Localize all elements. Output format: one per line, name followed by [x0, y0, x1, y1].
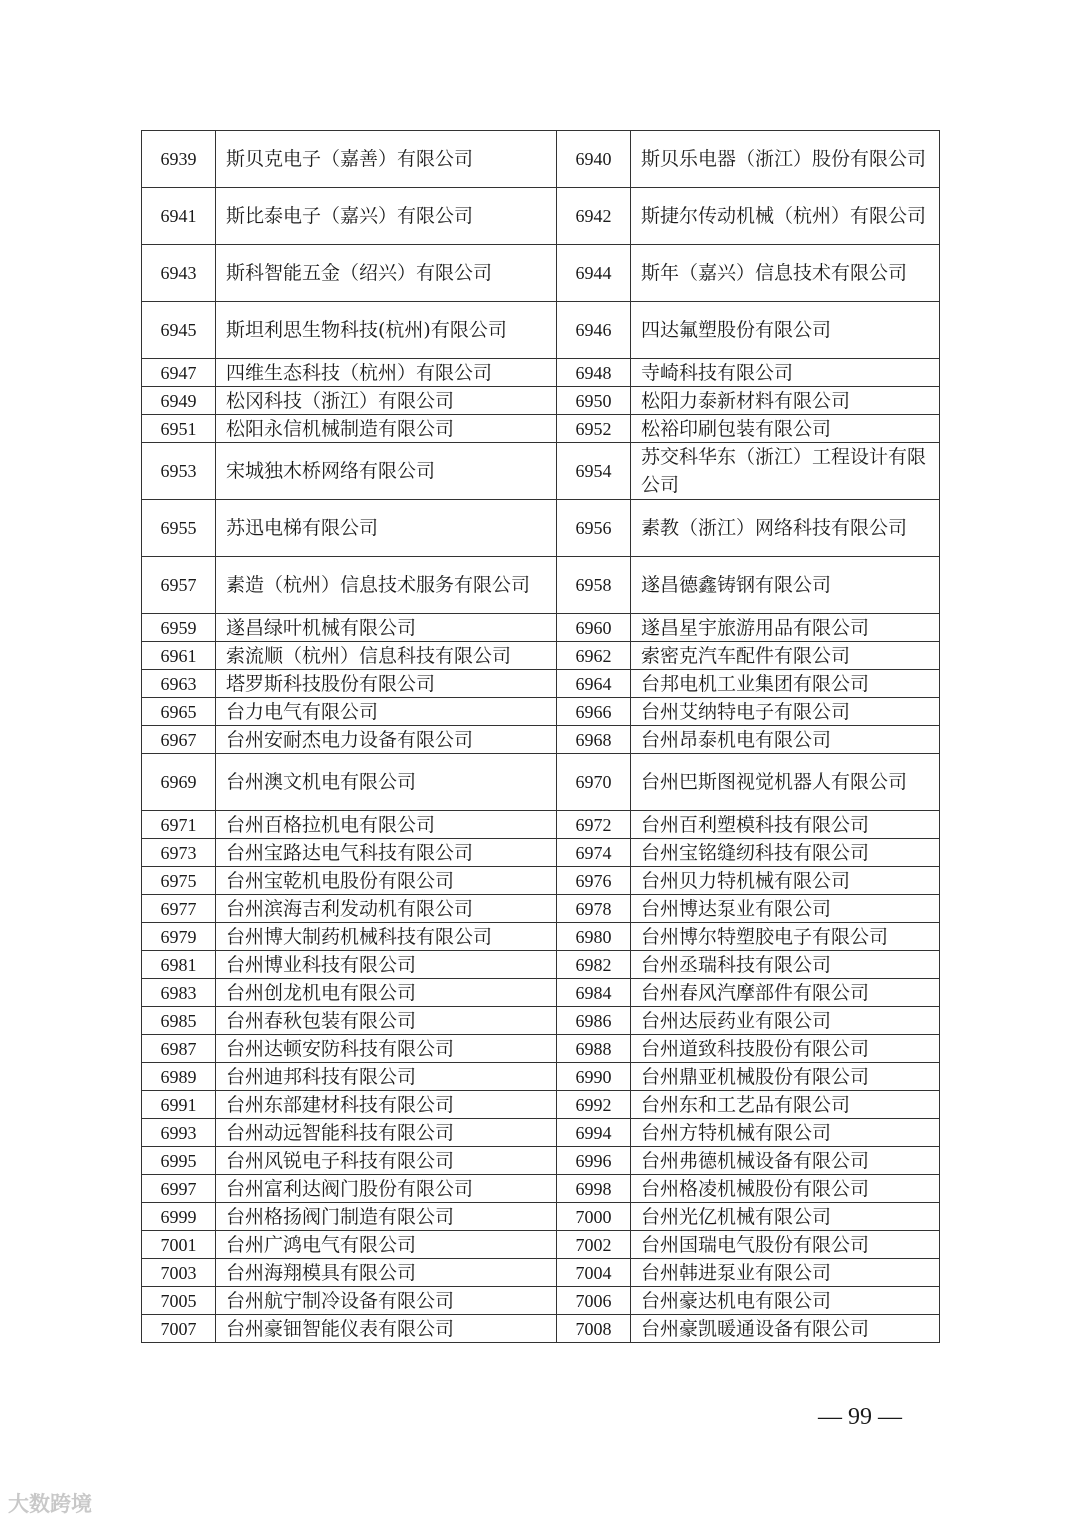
table-row [142, 1147, 940, 1175]
left-number-cell: 6953 [142, 443, 216, 500]
left-company-cell: 素造（杭州）信息技术服务有限公司 [216, 557, 557, 614]
table-row [142, 1175, 940, 1203]
left-number-cell: 6939 [142, 131, 216, 188]
left-company-cell: 台州格扬阀门制造有限公司 [216, 1203, 557, 1231]
left-number-cell: 7005 [142, 1287, 216, 1315]
right-company-cell: 松裕印刷包装有限公司 [631, 415, 940, 443]
right-company-cell: 四达氟塑股份有限公司 [631, 302, 940, 359]
table-body [142, 131, 940, 1343]
table-row [142, 359, 940, 387]
left-number-cell: 6951 [142, 415, 216, 443]
table-row [142, 1231, 940, 1259]
left-number-cell: 6963 [142, 670, 216, 698]
table-row [142, 1287, 940, 1315]
left-company-cell: 台州百格拉机电有限公司 [216, 811, 557, 839]
table-row [142, 557, 940, 614]
table-row [142, 387, 940, 415]
right-number-cell: 7000 [557, 1203, 631, 1231]
left-company-cell: 台州广鸿电气有限公司 [216, 1231, 557, 1259]
left-number-cell: 6945 [142, 302, 216, 359]
table-row [142, 839, 940, 867]
left-company-cell: 台州迪邦科技有限公司 [216, 1063, 557, 1091]
left-number-cell: 6979 [142, 923, 216, 951]
left-number-cell: 6949 [142, 387, 216, 415]
left-number-cell: 6967 [142, 726, 216, 754]
left-company-cell: 台州创龙机电有限公司 [216, 979, 557, 1007]
right-company-cell: 台州格凌机械股份有限公司 [631, 1175, 940, 1203]
table-row [142, 867, 940, 895]
right-number-cell: 6968 [557, 726, 631, 754]
left-company-cell: 四维生态科技（杭州）有限公司 [216, 359, 557, 387]
left-company-cell: 台州春秋包装有限公司 [216, 1007, 557, 1035]
right-number-cell: 6986 [557, 1007, 631, 1035]
table-row [142, 951, 940, 979]
left-company-cell: 台州澳文机电有限公司 [216, 754, 557, 811]
right-company-cell: 台州巴斯图视觉机器人有限公司 [631, 754, 940, 811]
table-row [142, 1063, 940, 1091]
left-company-cell: 台州动远智能科技有限公司 [216, 1119, 557, 1147]
right-company-cell: 苏交科华东（浙江）工程设计有限公司 [631, 443, 940, 500]
left-number-cell: 6959 [142, 614, 216, 642]
right-company-cell: 台州鼎亚机械股份有限公司 [631, 1063, 940, 1091]
table-row [142, 1259, 940, 1287]
right-company-cell: 台州达辰药业有限公司 [631, 1007, 940, 1035]
company-list-table [141, 130, 940, 1343]
left-company-cell: 索流顺（杭州）信息科技有限公司 [216, 642, 557, 670]
left-number-cell: 7007 [142, 1315, 216, 1343]
left-company-cell: 台州博大制药机械科技有限公司 [216, 923, 557, 951]
left-number-cell: 6997 [142, 1175, 216, 1203]
table-row [142, 895, 940, 923]
right-number-cell: 6996 [557, 1147, 631, 1175]
right-number-cell: 6990 [557, 1063, 631, 1091]
left-number-cell: 6965 [142, 698, 216, 726]
left-number-cell: 6983 [142, 979, 216, 1007]
left-number-cell: 6971 [142, 811, 216, 839]
right-company-cell: 台邦电机工业集团有限公司 [631, 670, 940, 698]
right-company-cell: 台州昂泰机电有限公司 [631, 726, 940, 754]
right-company-cell: 台州弗德机械设备有限公司 [631, 1147, 940, 1175]
left-number-cell: 6947 [142, 359, 216, 387]
right-number-cell: 7008 [557, 1315, 631, 1343]
right-company-cell: 遂昌星宇旅游用品有限公司 [631, 614, 940, 642]
right-company-cell: 素教（浙江）网络科技有限公司 [631, 500, 940, 557]
left-company-cell: 台州达顿安防科技有限公司 [216, 1035, 557, 1063]
left-number-cell: 6981 [142, 951, 216, 979]
left-number-cell: 7003 [142, 1259, 216, 1287]
left-company-cell: 台州东部建材科技有限公司 [216, 1091, 557, 1119]
table-row [142, 188, 940, 245]
right-company-cell: 松阳力泰新材料有限公司 [631, 387, 940, 415]
right-company-cell: 台州东和工艺品有限公司 [631, 1091, 940, 1119]
table-row [142, 1007, 940, 1035]
right-number-cell: 7004 [557, 1259, 631, 1287]
table-row [142, 698, 940, 726]
right-number-cell: 6972 [557, 811, 631, 839]
table-row [142, 415, 940, 443]
right-company-cell: 台州博达泵业有限公司 [631, 895, 940, 923]
right-company-cell: 台州方特机械有限公司 [631, 1119, 940, 1147]
left-company-cell: 斯坦利思生物科技(杭州)有限公司 [216, 302, 557, 359]
right-company-cell: 台州贝力特机械有限公司 [631, 867, 940, 895]
table-row [142, 1091, 940, 1119]
left-company-cell: 台州宝乾机电股份有限公司 [216, 867, 557, 895]
table-row [142, 131, 940, 188]
right-company-cell: 台州艾纳特电子有限公司 [631, 698, 940, 726]
table-row [142, 245, 940, 302]
table-row [142, 979, 940, 1007]
table-row [142, 726, 940, 754]
left-number-cell: 6989 [142, 1063, 216, 1091]
left-company-cell: 塔罗斯科技股份有限公司 [216, 670, 557, 698]
left-number-cell: 6991 [142, 1091, 216, 1119]
left-company-cell: 台力电气有限公司 [216, 698, 557, 726]
right-number-cell: 6992 [557, 1091, 631, 1119]
right-number-cell: 6980 [557, 923, 631, 951]
right-company-cell: 台州豪凯暖通设备有限公司 [631, 1315, 940, 1343]
table-row [142, 614, 940, 642]
left-company-cell: 斯比泰电子（嘉兴）有限公司 [216, 188, 557, 245]
table-row [142, 1203, 940, 1231]
right-number-cell: 6958 [557, 557, 631, 614]
right-number-cell: 6942 [557, 188, 631, 245]
left-company-cell: 台州宝路达电气科技有限公司 [216, 839, 557, 867]
left-number-cell: 6973 [142, 839, 216, 867]
left-number-cell: 6955 [142, 500, 216, 557]
left-number-cell: 6993 [142, 1119, 216, 1147]
page-number: — 99 — [818, 1404, 902, 1430]
right-number-cell: 6950 [557, 387, 631, 415]
left-company-cell: 台州富利达阀门股份有限公司 [216, 1175, 557, 1203]
table-row [142, 670, 940, 698]
left-company-cell: 斯科智能五金（绍兴）有限公司 [216, 245, 557, 302]
left-company-cell: 松冈科技（浙江）有限公司 [216, 387, 557, 415]
table-row [142, 500, 940, 557]
left-company-cell: 松阳永信机械制造有限公司 [216, 415, 557, 443]
right-number-cell: 6998 [557, 1175, 631, 1203]
right-number-cell: 6948 [557, 359, 631, 387]
right-company-cell: 斯贝乐电器（浙江）股份有限公司 [631, 131, 940, 188]
right-company-cell: 台州豪达机电有限公司 [631, 1287, 940, 1315]
right-company-cell: 索密克汽车配件有限公司 [631, 642, 940, 670]
right-company-cell: 斯年（嘉兴）信息技术有限公司 [631, 245, 940, 302]
right-number-cell: 6944 [557, 245, 631, 302]
right-number-cell: 6956 [557, 500, 631, 557]
right-number-cell: 6946 [557, 302, 631, 359]
left-number-cell: 6943 [142, 245, 216, 302]
left-number-cell: 6975 [142, 867, 216, 895]
right-number-cell: 6940 [557, 131, 631, 188]
left-number-cell: 6977 [142, 895, 216, 923]
left-number-cell: 6985 [142, 1007, 216, 1035]
left-company-cell: 台州航宁制冷设备有限公司 [216, 1287, 557, 1315]
right-number-cell: 6994 [557, 1119, 631, 1147]
left-company-cell: 台州滨海吉利发动机有限公司 [216, 895, 557, 923]
right-company-cell: 台州国瑞电气股份有限公司 [631, 1231, 940, 1259]
right-number-cell: 6982 [557, 951, 631, 979]
right-number-cell: 6984 [557, 979, 631, 1007]
left-company-cell: 台州海翔模具有限公司 [216, 1259, 557, 1287]
right-company-cell: 台州光亿机械有限公司 [631, 1203, 940, 1231]
right-company-cell: 台州春风汽摩部件有限公司 [631, 979, 940, 1007]
right-company-cell: 台州丞瑞科技有限公司 [631, 951, 940, 979]
right-number-cell: 6978 [557, 895, 631, 923]
right-number-cell: 6954 [557, 443, 631, 500]
left-number-cell: 6957 [142, 557, 216, 614]
table-row [142, 1035, 940, 1063]
right-number-cell: 6962 [557, 642, 631, 670]
right-company-cell: 台州宝铭缝纫科技有限公司 [631, 839, 940, 867]
table-row [142, 754, 940, 811]
right-number-cell: 6976 [557, 867, 631, 895]
right-number-cell: 6964 [557, 670, 631, 698]
left-number-cell: 6969 [142, 754, 216, 811]
right-number-cell: 7006 [557, 1287, 631, 1315]
watermark: 大数跨境 [8, 1492, 92, 1516]
right-company-cell: 台州博尔特塑胶电子有限公司 [631, 923, 940, 951]
left-number-cell: 6961 [142, 642, 216, 670]
table-row [142, 443, 940, 500]
left-company-cell: 台州风锐电子科技有限公司 [216, 1147, 557, 1175]
right-number-cell: 6970 [557, 754, 631, 811]
right-number-cell: 6974 [557, 839, 631, 867]
left-company-cell: 苏迅电梯有限公司 [216, 500, 557, 557]
left-company-cell: 宋城独木桥网络有限公司 [216, 443, 557, 500]
right-number-cell: 6988 [557, 1035, 631, 1063]
left-company-cell: 台州博业科技有限公司 [216, 951, 557, 979]
table-row [142, 642, 940, 670]
left-number-cell: 6941 [142, 188, 216, 245]
right-company-cell: 台州百利塑模科技有限公司 [631, 811, 940, 839]
table-row [142, 811, 940, 839]
table-row [142, 1119, 940, 1147]
left-company-cell: 台州安耐杰电力设备有限公司 [216, 726, 557, 754]
left-number-cell: 6999 [142, 1203, 216, 1231]
left-company-cell: 遂昌绿叶机械有限公司 [216, 614, 557, 642]
left-company-cell: 台州豪钿智能仪表有限公司 [216, 1315, 557, 1343]
right-company-cell: 寺崎科技有限公司 [631, 359, 940, 387]
table-row [142, 923, 940, 951]
right-number-cell: 7002 [557, 1231, 631, 1259]
right-number-cell: 6960 [557, 614, 631, 642]
right-company-cell: 遂昌德鑫铸钢有限公司 [631, 557, 940, 614]
table-row [142, 1315, 940, 1343]
right-company-cell: 台州道致科技股份有限公司 [631, 1035, 940, 1063]
table-row [142, 302, 940, 359]
left-number-cell: 6995 [142, 1147, 216, 1175]
right-number-cell: 6966 [557, 698, 631, 726]
right-company-cell: 斯捷尔传动机械（杭州）有限公司 [631, 188, 940, 245]
left-number-cell: 6987 [142, 1035, 216, 1063]
right-number-cell: 6952 [557, 415, 631, 443]
right-company-cell: 台州韩进泵业有限公司 [631, 1259, 940, 1287]
left-company-cell: 斯贝克电子（嘉善）有限公司 [216, 131, 557, 188]
left-number-cell: 7001 [142, 1231, 216, 1259]
